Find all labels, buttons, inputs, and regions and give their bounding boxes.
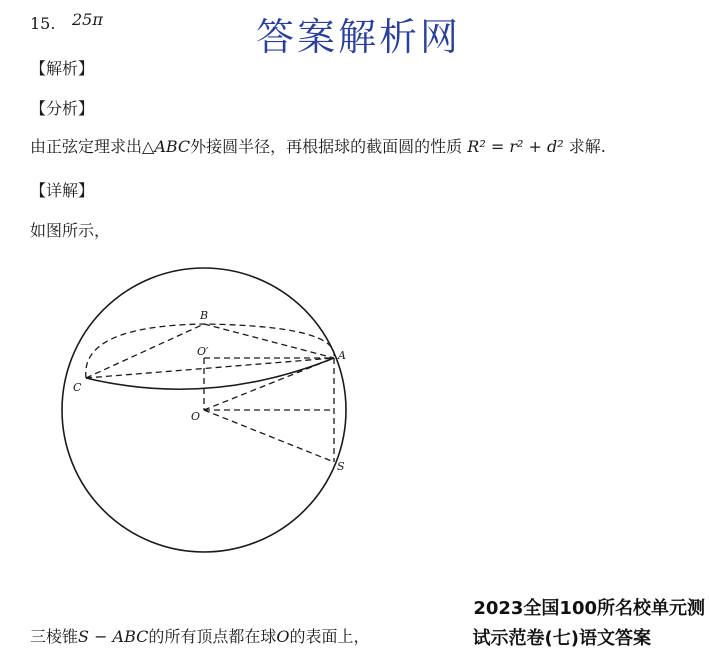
label-B: B (200, 309, 209, 322)
segment-O-S (204, 410, 334, 462)
section-xiangjie: 【详解】 (30, 181, 95, 200)
label-S: S (337, 460, 345, 473)
label-A: A (338, 349, 346, 362)
footer-title-line1: 2023全国100所名校单元测 (473, 598, 705, 619)
question-answer: 25π (72, 10, 103, 29)
footer-title-line2: 试示范卷(七)语文答案 (472, 628, 651, 649)
label-C: C (73, 381, 82, 394)
segment-BA (204, 324, 334, 358)
bottom-sphere: O (276, 627, 290, 646)
bottom-part2: 的所有顶点都在球 (148, 627, 277, 646)
bottom-line (30, 624, 370, 647)
analysis-part2: 外接圆半径，再根据球的截面圆的性质 (190, 137, 463, 156)
analysis-part1: 由正弦定理求出 (30, 137, 143, 156)
detail-intro: 如图所示， (30, 221, 111, 240)
bottom-part3: 的表面上， (289, 627, 370, 646)
analysis-triangle: △ABC (142, 137, 191, 156)
analysis-formula: R² = r² + d² (467, 137, 564, 156)
section-circle-back (86, 324, 335, 378)
bottom-pyramid: S − ABC (78, 627, 149, 646)
watermark-title: 答案解析网 (256, 15, 462, 59)
label-O: O (191, 410, 201, 423)
question-number: 15. (30, 14, 56, 33)
label-O-prime: O′ (197, 345, 209, 358)
analysis-part3: 求解. (568, 137, 606, 156)
analysis-line (30, 134, 606, 157)
section-jiexi: 【解析】 (30, 59, 95, 78)
section-circle-front (86, 358, 334, 389)
bottom-part1: 三棱锥 (30, 627, 79, 646)
section-fenxi: 【分析】 (30, 99, 95, 118)
sphere-figure (40, 258, 370, 558)
